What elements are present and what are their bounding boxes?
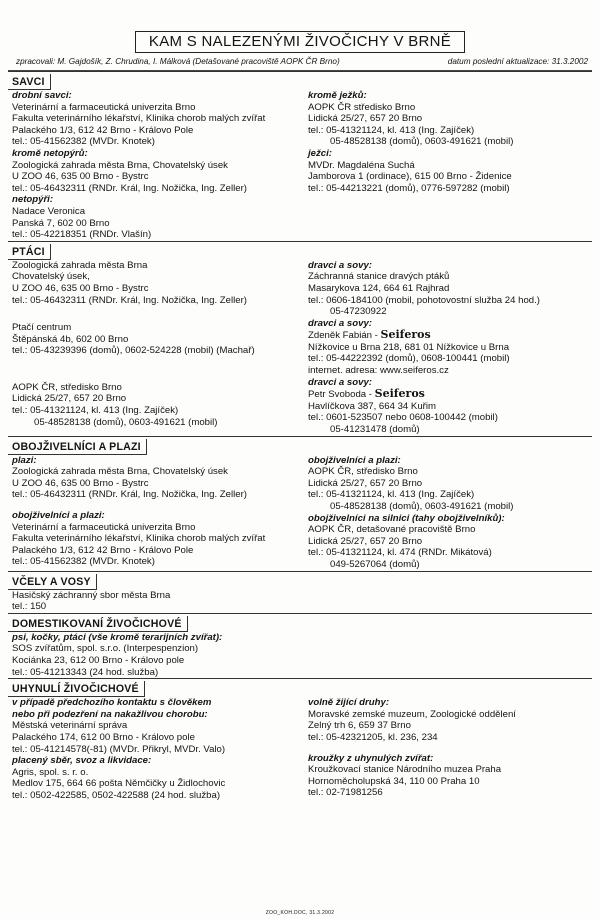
contact-block bbox=[12, 194, 294, 240]
block-line: tel.: 05-42218351 (RNDr. Vlašín) bbox=[12, 229, 152, 241]
contact-block bbox=[12, 697, 294, 755]
block-line: U ZOO 46, 635 00 Brno - Bystrc bbox=[12, 477, 149, 489]
page-title: KAM S NALEZENÝMI ŽIVOČICHY V BRNĚ bbox=[135, 31, 465, 53]
section-title: DOMESTIKOVANÍ ŽIVOČICHOVÉ bbox=[8, 616, 188, 632]
block-line: Kroužkovací stanice Národního muzea Praha bbox=[308, 764, 502, 776]
block-line: U ZOO 46, 635 00 Brno - Bystrc bbox=[12, 282, 149, 294]
block-line: tel.: 0606-184100 (mobil, pohotovostní služba 24 hod.) bbox=[308, 294, 541, 306]
contact-block bbox=[308, 318, 588, 377]
block-line: Jamborova 1 (ordinace), 615 00 Brno - Židenice bbox=[308, 171, 512, 183]
section-uhynuli bbox=[8, 678, 592, 801]
block-line: tel.: 05-46432311 (RNDr. Král, Ing. Nožička, Ing. Zeller) bbox=[12, 489, 247, 501]
block-line: AOPK ČR, středisko Brno bbox=[308, 466, 418, 478]
contact-block bbox=[12, 510, 294, 568]
block-line: tel.: 05-41321124, kl. 413 (Ing. Zajíček) bbox=[12, 405, 179, 417]
block-heading: volně žijící druhy: bbox=[308, 697, 390, 709]
contact-block bbox=[12, 322, 294, 357]
block-line: tel.: 150 bbox=[12, 601, 47, 613]
block-line: Medlov 175, 664 66 pošta Němčičky u Židlochovic bbox=[12, 778, 226, 790]
section-domestikovani bbox=[8, 613, 592, 678]
block-line: tel.: 05-42321205, kl. 236, 234 bbox=[308, 731, 438, 743]
seiferos-logo-text: Seiferos bbox=[380, 328, 431, 342]
block-line: Panská 7, 602 00 Brno bbox=[12, 217, 110, 229]
block-line: tel.: 05-44222392 (domů), 0608-100441 (mobil) bbox=[308, 353, 510, 365]
contact-block bbox=[12, 148, 294, 194]
meta-row bbox=[8, 57, 592, 71]
block-line: Zoologická zahrada města Brna, Chovatelský úsek bbox=[12, 466, 228, 478]
block-line: Veterinární a farmaceutická univerzita Brno bbox=[12, 521, 196, 533]
block-line: tel.: 05-41214578(-81) (MVDr. Přikryl, MVDr. Valo) bbox=[12, 743, 226, 755]
block-line: AOPK ČR, detašované pracoviště Brno bbox=[308, 524, 476, 536]
block-heading: kroužky z uhynulých zvířat: bbox=[308, 752, 434, 764]
block-line: Havlíčkova 387, 664 34 Kuřim bbox=[308, 400, 436, 412]
block-line: 05-48528138 (domů), 0603-491621 (mobil) bbox=[34, 416, 218, 428]
block-line: 05-41231478 (domů) bbox=[330, 424, 420, 436]
block-heading: dravci a sovy: bbox=[308, 317, 372, 329]
block-line: SOS zvířatům, spol. s.r.o. (Interpespenzion) bbox=[12, 643, 199, 655]
block-line: tel.: 05-41321124, kl. 474 (RNDr. Mikátová) bbox=[308, 547, 492, 559]
block-line: tel.: 0502-422585, 0502-422588 (24 hod. služba) bbox=[12, 789, 221, 801]
block-heading: ježci: bbox=[308, 147, 332, 159]
contact-block bbox=[12, 590, 586, 613]
contact-block bbox=[308, 513, 588, 571]
block-heading: obojživelníci a plazi: bbox=[308, 454, 401, 466]
document-page bbox=[0, 31, 600, 919]
block-line: tel.: 05-44213221 (domů), 0776-597282 (mobil) bbox=[308, 182, 510, 194]
block-heading: placený sběr, svoz a likvidace: bbox=[12, 755, 152, 767]
block-line: Fakulta veterinárního lékařství, Klinika chorob malých zvířat bbox=[12, 113, 266, 125]
block-line: Hornoměcholupská 34, 110 00 Praha 10 bbox=[308, 775, 480, 787]
block-line: Masarykova 124, 664 61 Rajhrad bbox=[308, 282, 450, 294]
contact-block bbox=[308, 90, 588, 148]
block-line: Palackého 174, 612 00 Brno - Královo pole bbox=[12, 731, 195, 743]
section-title: VČELY A VOSY bbox=[8, 574, 97, 590]
section-title: OBOJŽIVELNÍCI A PLAZI bbox=[8, 439, 147, 455]
contact-block bbox=[308, 753, 588, 799]
block-line: tel.: 05-43239396 (domů), 0602-524228 (mobil) (Machař) bbox=[12, 345, 255, 357]
contact-block bbox=[12, 755, 294, 801]
contact-block bbox=[12, 382, 294, 428]
block-line: 05-48528138 (domů), 0603-491621 (mobil) bbox=[330, 501, 514, 512]
block-line: Moravské zemské muzeum, Zoologické oddělení bbox=[308, 708, 516, 720]
section-ptaci bbox=[8, 241, 592, 436]
block-line: Nížkovice u Brna 218, 681 01 Nížkovice u Brna bbox=[308, 341, 510, 353]
block-line: tel.: 05-41321124, kl. 413 (Ing. Zajíček) bbox=[308, 489, 475, 501]
block-line: tel.: 05-46432311 (RNDr. Král, Ing. Nožička, Ing. Zeller) bbox=[12, 294, 247, 306]
contact-block bbox=[308, 377, 588, 436]
section-title: SAVCI bbox=[8, 74, 51, 90]
contact-block bbox=[308, 260, 588, 318]
block-line: Lidická 25/27, 657 20 Brno bbox=[12, 393, 127, 405]
block-heading: psi, kočky, ptáci (vše kromě terarijních zvířat): bbox=[12, 631, 223, 643]
block-line: Zoologická zahrada města Brna, Chovatelský úsek bbox=[12, 159, 228, 171]
block-line: 05-47230922 bbox=[330, 306, 387, 318]
block-line: Chovatelský úsek, bbox=[12, 271, 90, 283]
block-heading: nebo při podezření na nakažlivou chorobu: bbox=[12, 708, 208, 720]
block-line: Lidická 25/27, 657 20 Brno bbox=[308, 113, 423, 125]
section-title: PTÁCI bbox=[8, 244, 51, 260]
block-line: 049-5267064 (domů) bbox=[330, 558, 420, 570]
block-line: Lidická 25/27, 657 20 Brno bbox=[308, 535, 423, 547]
block-line: internet. adresa: www.seiferos.cz bbox=[308, 365, 449, 377]
block-heading: netopýři: bbox=[12, 194, 54, 206]
contact-block bbox=[308, 697, 588, 743]
block-line: Palackého 1/3, 612 42 Brno - Královo Pole bbox=[12, 544, 194, 556]
prepared-by: zpracovali: M. Gajdošík, Z. Chrudina, I. Málková (Detašované pracoviště AOPK ČR Brno) bbox=[16, 57, 340, 66]
block-heading: obojživelníci a plazi: bbox=[12, 510, 105, 521]
block-heading: dravci a sovy: bbox=[308, 259, 372, 271]
contact-name: Zdeněk Fabián - bbox=[308, 330, 381, 342]
block-line: Veterinární a farmaceutická univerzita Brno bbox=[12, 101, 196, 113]
block-heading: dravci a sovy: bbox=[308, 376, 372, 388]
block-line: Štěpánská 4b, 602 00 Brno bbox=[12, 333, 129, 345]
contact-name: Petr Svoboda - bbox=[308, 389, 375, 401]
contact-block bbox=[308, 455, 588, 513]
block-line: tel.: 05-46432311 (RNDr. Král, Ing. Nožička, Ing. Zeller) bbox=[12, 182, 247, 194]
block-line: Zelný trh 6, 659 37 Brno bbox=[308, 720, 411, 732]
block-line: tel.: 0601-523507 nebo 0608-100442 (mobil) bbox=[308, 412, 498, 424]
block-line: U ZOO 46, 635 00 Brno - Bystrc bbox=[12, 171, 149, 183]
section-vcely bbox=[8, 571, 592, 613]
block-heading: plazi: bbox=[12, 454, 37, 466]
block-line: 05-48528138 (domů), 0603-491621 (mobil) bbox=[330, 136, 514, 148]
block-line: tel.: 05-41562382 (MVDr. Knotek) bbox=[12, 556, 155, 568]
block-line bbox=[308, 329, 588, 342]
block-heading: kromě netopýrů: bbox=[12, 147, 88, 159]
block-line: Nadace Veronica bbox=[12, 205, 86, 217]
section-obojzivelnici bbox=[8, 436, 592, 571]
section-savci bbox=[8, 71, 592, 241]
block-line: Agris, spol. s. r. o. bbox=[12, 766, 89, 778]
block-line: tel.: 05-41213343 (24 hod. služba) bbox=[12, 666, 159, 678]
contact-block bbox=[12, 90, 294, 148]
contact-block bbox=[12, 260, 294, 306]
page-footer: ZOO_KOH.DOC, 31.3.2002 bbox=[265, 910, 335, 916]
block-line: Hasičský záchranný sbor města Brna bbox=[12, 589, 171, 601]
block-line: tel.: 05-41321124, kl. 413 (Ing. Zajíček) bbox=[308, 124, 475, 136]
block-line: AOPK ČR, středisko Brno bbox=[12, 381, 122, 393]
contact-block bbox=[12, 455, 294, 501]
block-heading: obojživelníci na silnici (tahy obojživelníků): bbox=[308, 512, 505, 524]
block-line: Zoologická zahrada města Brna bbox=[12, 259, 148, 271]
seiferos-logo-text: Seiferos bbox=[374, 387, 425, 401]
block-line: MVDr. Magdaléna Suchá bbox=[308, 159, 415, 171]
block-line: Lidická 25/27, 657 20 Brno bbox=[308, 477, 423, 489]
contact-block bbox=[308, 148, 588, 194]
block-line: tel.: 02-71981256 bbox=[308, 787, 383, 799]
section-title: UHYNULÍ ŽIVOČICHOVÉ bbox=[8, 681, 145, 697]
block-heading: v případě předchozího kontaktu s člověkem bbox=[12, 697, 212, 709]
block-heading: kromě ježků: bbox=[308, 90, 367, 101]
contact-block bbox=[12, 632, 586, 678]
block-line: Městská veterinární správa bbox=[12, 720, 128, 732]
block-line: Záchranná stanice dravých ptáků bbox=[308, 271, 450, 283]
block-line: Fakulta veterinárního lékařství, Klinika chorob malých zvířat bbox=[12, 533, 266, 545]
block-heading: drobní savci: bbox=[12, 90, 72, 101]
block-line: Kociánka 23, 612 00 Brno - Královo pole bbox=[12, 654, 185, 666]
last-update: datum poslední aktualizace: 31.3.2002 bbox=[447, 57, 588, 66]
block-line: Palackého 1/3, 612 42 Brno - Královo Pole bbox=[12, 124, 194, 136]
block-line bbox=[308, 388, 588, 401]
block-line: AOPK ČR středisko Brno bbox=[308, 101, 416, 113]
block-line: tel.: 05-41562382 (MVDr. Knotek) bbox=[12, 136, 155, 148]
block-line: Ptačí centrum bbox=[12, 322, 72, 334]
